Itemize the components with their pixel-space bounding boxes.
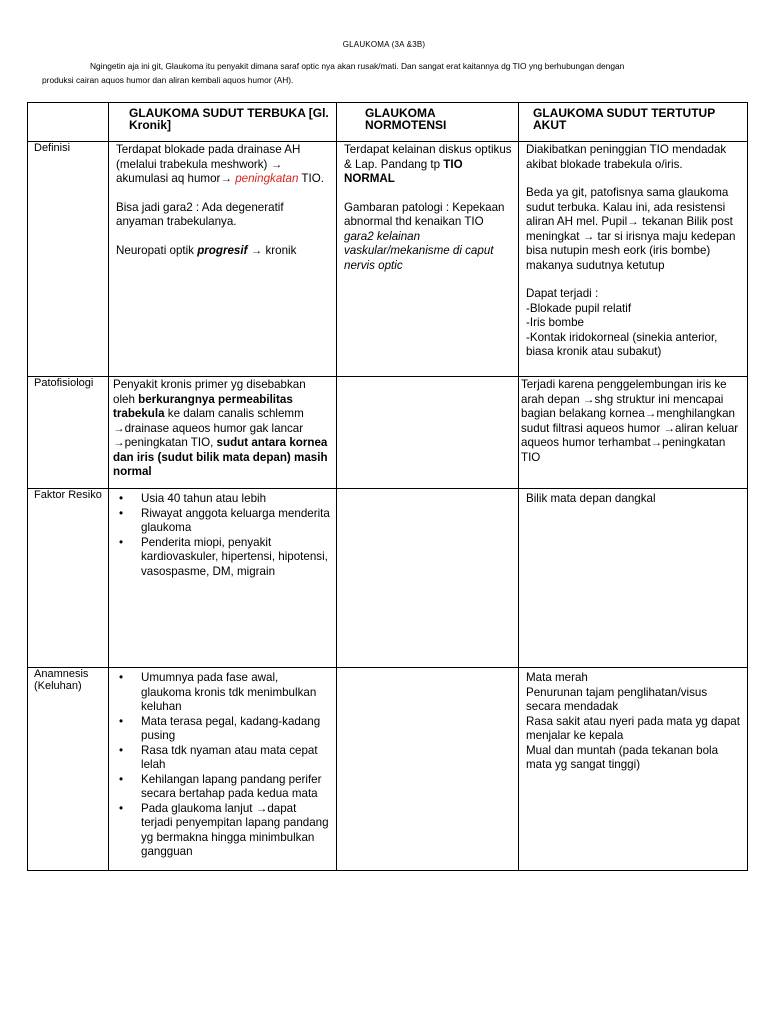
intro-line-1: Ngingetin aja ini git, Glaukoma itu penyakit dimana saraf optic nya akan rusak/mati. Dan sangat erat kaitannya dg TIO yng berhubungan dengan bbox=[90, 61, 625, 71]
anamnesis-tertutup-line: Rasa sakit atau nyeri pada mata yg dapat menjalar ke kepala bbox=[526, 714, 740, 742]
faktor-item: • Penderita miopi, penyakit kardiovaskuler, hipertensi, hipotensi, vasospasme, DM, migrain bbox=[141, 536, 330, 580]
anamnesis-item: • Umumnya pada fase awal, glaukoma kronis tdk menimbulkan keluhan bbox=[141, 671, 330, 715]
anamnesis-tertutup-line: Mata merah bbox=[526, 671, 588, 684]
anamnesis-tertutup-line: Penurunan tajam penglihatan/visus secara mendadak bbox=[526, 685, 708, 713]
faktor-resiko-sudut-tertutup: Bilik mata depan dangkal bbox=[519, 489, 748, 668]
anamnesis-sudut-tertutup bbox=[519, 668, 748, 871]
anamnesis-item: • Kehilangan lapang pandang perifer secara bertahap pada kedua mata bbox=[141, 773, 330, 802]
document-title: GLAUKOMA (3A &3B) bbox=[342, 40, 426, 49]
definisi-tertutup-p2: Beda ya git, patofisnya sama glaukoma sudut terbuka. Kalau ini, ada resistensi aliran AH mel. Pupil→ tekanan Bilik post meningkat → tar si irisnya maju kedepan bisa nutupin mesh eork (iris bombe) makanya sudutnya ketutup bbox=[526, 186, 736, 272]
glaukoma-table bbox=[27, 102, 748, 871]
header-normotensi: GLAUKOMA NORMOTENSI bbox=[337, 103, 519, 142]
definisi-terbuka-p3: Neuropati optik progresif → kronik bbox=[116, 243, 297, 257]
row-patofisiologi bbox=[28, 377, 748, 489]
intro-line-2: produksi cairan aquos humor dan aliran kembali aquos humor (AH). bbox=[42, 75, 294, 85]
anamnesis-item: • Rasa tdk nyaman atau mata cepat lelah bbox=[141, 744, 330, 773]
row-definisi bbox=[28, 142, 748, 377]
definisi-normotensi-p1: Terdapat kelainan diskus optikus & Lap. Pandang tp TIO NORMAL bbox=[344, 143, 512, 185]
faktor-resiko-sudut-terbuka bbox=[109, 489, 337, 668]
header-row bbox=[28, 103, 748, 142]
definisi-terbuka-p2: Bisa jadi gara2 : Ada degeneratif anyaman trabekulanya. bbox=[116, 200, 284, 228]
row-label-definisi: Definisi bbox=[28, 142, 109, 377]
definisi-tertutup-item-3: -Kontak iridokorneal (sinekia anterior, biasa kronik atau subakut) bbox=[526, 330, 718, 358]
row-label-faktor-resiko: Faktor Resiko bbox=[28, 489, 109, 668]
patofisiologi-normotensi bbox=[337, 377, 519, 489]
definisi-normotensi-p2: Gambaran patologi : Kepekaan abnormal thd kenaikan TIO gara2 kelainan vaskular/mekanisme di caput nervis optic bbox=[344, 200, 505, 272]
row-faktor-resiko bbox=[28, 489, 748, 668]
anamnesis-item: • Mata terasa pegal, kadang-kadang pusing bbox=[141, 715, 330, 744]
definisi-tertutup-item-2: -Iris bombe bbox=[526, 316, 584, 329]
patofisiologi-sudut-tertutup: Terjadi karena penggelembungan iris ke arah depan →shg struktur ini mencapai bagian belakang kornea→menghilangkan sudut filtrasi aqueos humor →aliran keluar aqueos humor terhambat→peningkatan TIO bbox=[519, 377, 748, 489]
row-label-patofisiologi: Patofisiologi bbox=[28, 377, 109, 489]
definisi-sudut-terbuka bbox=[109, 142, 337, 377]
anamnesis-tertutup-line: Mual dan muntah (pada tekanan bola mata yg sangat tinggi) bbox=[526, 743, 719, 771]
anamnesis-sudut-terbuka bbox=[109, 668, 337, 871]
anamnesis-item: • Pada glaukoma lanjut →dapat terjadi penyempitan lapang pandang yg bermakna hingga minimbulkan gangguan bbox=[141, 802, 330, 860]
definisi-tertutup-p1: Diakibatkan peninggian TIO mendadak akibat blokade trabekula o/iris. bbox=[526, 143, 727, 171]
anamnesis-normotensi bbox=[337, 668, 519, 871]
definisi-tertutup-item-1: -Blokade pupil relatif bbox=[526, 301, 632, 315]
header-sudut-tertutup: GLAUKOMA SUDUT TERTUTUP AKUT bbox=[519, 103, 748, 142]
row-anamnesis bbox=[28, 668, 748, 871]
patofisiologi-sudut-terbuka: Penyakit kronis primer yg disebabkan oleh berkurangnya permeabilitas trabekula ke dalam canalis schlemm →drainase aqueos humor gak lancar →peningkatan TIO, sudut antara kornea dan iris (sudut bilik mata depan) masih normal bbox=[109, 377, 337, 489]
faktor-item: • Riwayat anggota keluarga menderita glaukoma bbox=[141, 507, 330, 536]
definisi-tertutup-p3: Dapat terjadi : bbox=[526, 287, 599, 300]
definisi-normotensi bbox=[337, 142, 519, 377]
header-empty-cell bbox=[28, 103, 109, 142]
header-sudut-terbuka: GLAUKOMA SUDUT TERBUKA [Gl. Kronik] bbox=[109, 103, 337, 142]
row-label-anamnesis: Anamnesis (Keluhan) bbox=[28, 668, 109, 871]
definisi-sudut-tertutup bbox=[519, 142, 748, 377]
faktor-item: • Usia 40 tahun atau lebih bbox=[141, 492, 330, 507]
definisi-terbuka-p1: Terdapat blokade pada drainase AH (melalui trabekula meshwork) → akumulasi aq humor→ peningkatan TIO. bbox=[116, 143, 324, 185]
faktor-resiko-normotensi bbox=[337, 489, 519, 668]
intro-paragraph bbox=[42, 59, 712, 87]
